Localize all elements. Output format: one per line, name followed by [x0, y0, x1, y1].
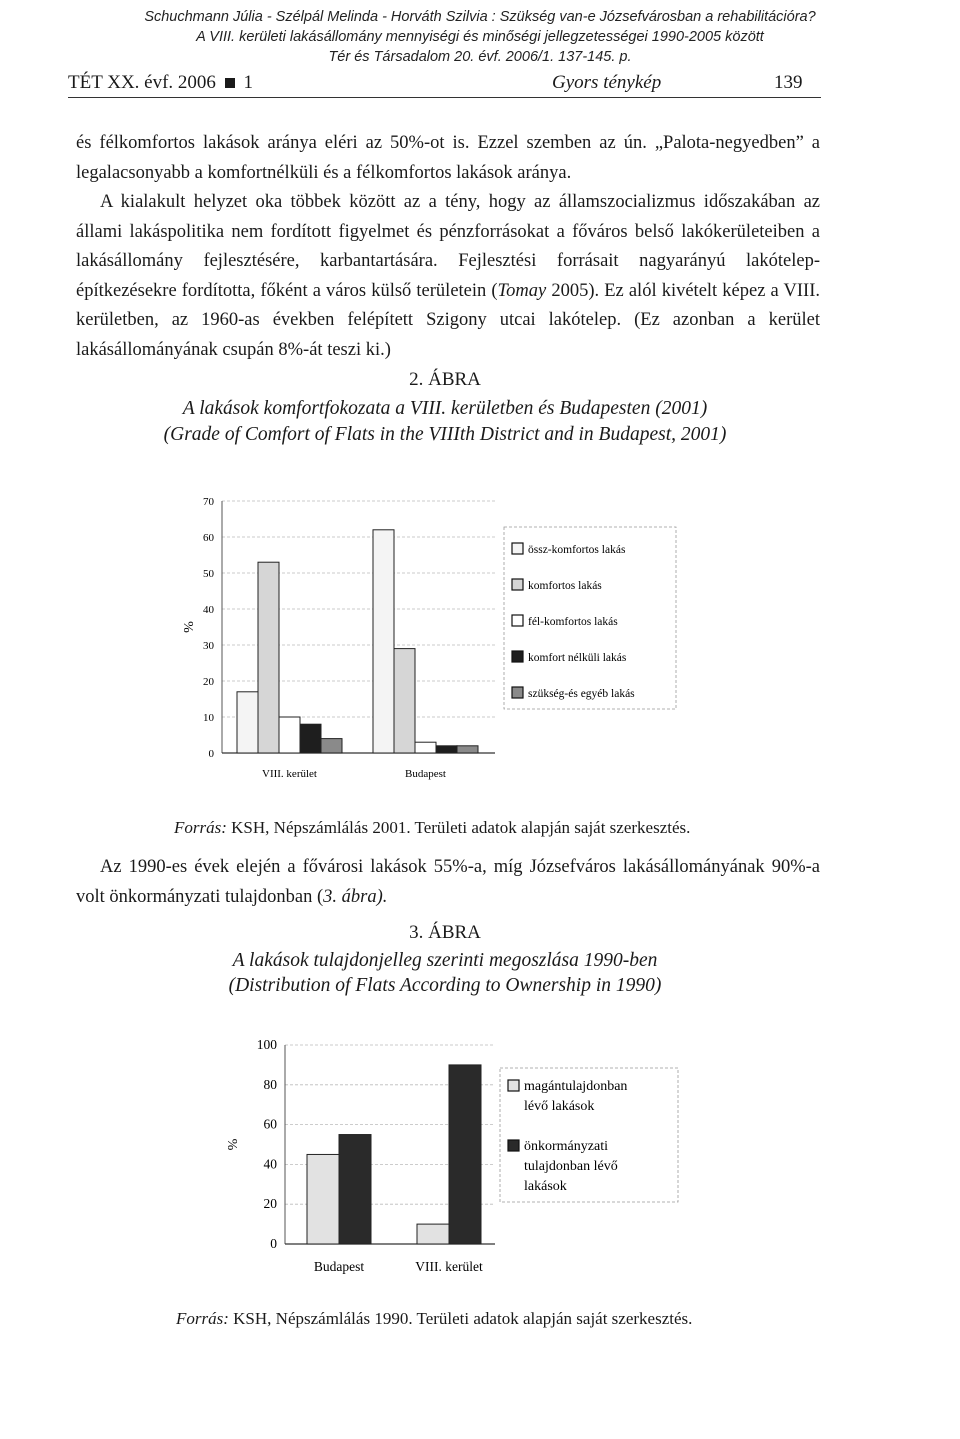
legend-label: szükség-és egyéb lakás — [528, 688, 635, 700]
legend-label: tulajdonban lévő — [524, 1159, 618, 1174]
y-tick-label: 70 — [203, 496, 214, 508]
journal-label: TÉT XX. évf. 2006 — [68, 72, 216, 93]
body-text — [76, 129, 820, 365]
legend-swatch — [508, 1140, 519, 1151]
y-tick-label: 80 — [263, 1076, 277, 1092]
legend-label: fél-komfortos lakás — [528, 616, 618, 628]
figure-2-chart — [170, 485, 690, 795]
legend-label: össz-komfortos lakás — [528, 544, 626, 556]
issue-number: 1 — [243, 72, 253, 93]
paragraph-2 — [76, 188, 820, 365]
x-category-label: Budapest — [313, 1259, 365, 1274]
bar — [449, 1065, 481, 1244]
legend-swatch — [512, 543, 523, 554]
running-head-journal — [68, 72, 253, 94]
legend-swatch — [512, 615, 523, 626]
legend-label: komfort nélküli lakás — [528, 652, 627, 664]
legend-label: lévő lakások — [524, 1099, 595, 1114]
y-tick-label: 60 — [203, 532, 214, 544]
legend-label: magántulajdonban — [524, 1079, 628, 1094]
bar — [394, 649, 415, 753]
citation-line-1: Schuchmann Júlia - Szélpál Melinda - Horváth Szilvia : Szükség van-e Józsefvárosban a rehabilitációra? — [144, 9, 816, 25]
figure-3-title-en: (Distribution of Flats According to Ownership in 1990) — [228, 975, 662, 996]
legend-label: komfortos lakás — [528, 580, 602, 592]
x-category-label: VIII. kerület — [415, 1259, 483, 1274]
y-tick-label: 40 — [263, 1156, 277, 1172]
paragraph-3-figure-ref: 3. ábra). — [323, 886, 388, 907]
legend-label: lakások — [524, 1179, 567, 1194]
body-text-2 — [76, 853, 820, 912]
legend-swatch — [512, 651, 523, 662]
y-tick-label: 30 — [203, 640, 214, 652]
paragraph-3 — [76, 853, 820, 912]
legend-swatch — [512, 579, 523, 590]
y-tick-label: 0 — [270, 1236, 277, 1251]
bar — [457, 746, 478, 753]
x-category-label: Budapest — [405, 768, 446, 780]
y-tick-label: 100 — [256, 1037, 277, 1052]
y-tick-label: 50 — [203, 568, 214, 580]
paragraph-3-text-a: Az 1990-es évek elején a fővárosi lakások 55%-a, míg Józsefváros lakásállományának 90%-a volt önkormányzati tulajdonban ( — [76, 857, 820, 907]
citation-line-2: A VIII. kerületi lakásállomány mennyiségi és minőségi jellegzetességei 1990-2005 között — [196, 29, 764, 45]
figure-2-number: 2. ÁBRA — [409, 369, 481, 390]
figure-3-source-label: Forrás: — [176, 1309, 229, 1328]
paragraph-2-citation: Tomay — [497, 280, 547, 301]
bar — [307, 1154, 339, 1244]
y-axis-label: % — [224, 1138, 239, 1151]
bar — [436, 746, 457, 753]
bar — [237, 692, 258, 753]
y-tick-label: 0 — [208, 748, 214, 760]
bar — [339, 1135, 371, 1244]
bar — [373, 530, 394, 753]
figure-2-source-text: KSH, Népszámlálás 2001. Területi adatok alapján saját szerkesztés. — [226, 818, 691, 837]
bar — [321, 739, 342, 753]
paragraph-2-text-a: A kialakult helyzet oka többek között az a tény, hogy az államszocializmus időszakában az állami lakáspolitika nem fordított figyelmet és pénzforrásokat a főváros belső lakókerületeiben a lakásállomány fejlesztésére, karbantartására. Fejlesztési forrásait nagyarányú lakótelep-építkezésekre fordította, főként a város külső területein ( — [76, 192, 820, 301]
y-tick-label: 60 — [263, 1116, 277, 1132]
y-tick-label: 20 — [203, 676, 214, 688]
paragraph-2-text-b: 2005). Ez alól kivételt képez a VIII. kerületben, az 1960-as években felépített Szigony utcai lakótelep. (Ez azonban a kerület lakásállományának csupán 8%-át teszi ki.) — [76, 280, 820, 360]
legend-swatch — [508, 1080, 519, 1091]
y-tick-label: 10 — [203, 712, 214, 724]
header-rule — [68, 97, 821, 98]
bar — [279, 717, 300, 753]
figure-3-source — [176, 1309, 692, 1329]
figure-3-title-hu: A lakások tulajdonjelleg szerinti megoszlása 1990-ben — [232, 950, 658, 971]
bar — [300, 724, 321, 753]
bar — [417, 1224, 449, 1244]
figure-3-number: 3. ÁBRA — [409, 922, 481, 943]
figure-2-title-hu: A lakások komfortfokozata a VIII. kerületben és Budapesten (2001) — [182, 398, 708, 419]
running-head-section: Gyors ténykép — [552, 72, 662, 93]
figure-2-source — [174, 818, 690, 838]
legend-label: önkormányzati — [524, 1139, 608, 1154]
x-category-label: VIII. kerület — [262, 768, 317, 780]
y-tick-label: 20 — [263, 1196, 277, 1212]
citation-line-3: Tér és Társadalom 20. évf. 2006/1. 137-145. p. — [328, 49, 632, 65]
bar — [415, 742, 436, 753]
y-axis-label: % — [180, 621, 195, 633]
issue-square-icon — [225, 78, 235, 88]
figure-3-source-text: KSH, Népszámlálás 1990. Területi adatok alapján saját szerkesztés. — [228, 1309, 693, 1328]
figure-3-chart — [190, 1030, 690, 1290]
figure-2-source-label: Forrás: — [174, 818, 227, 837]
y-tick-label: 40 — [203, 604, 214, 616]
figure-2-title-en: (Grade of Comfort of Flats in the VIIIth District and in Budapest, 2001) — [163, 424, 727, 445]
page-number: 139 — [774, 72, 803, 93]
paragraph-1: és félkomfortos lakások aránya eléri az 50%-ot is. Ezzel szemben az ún. „Palota-negyedben” a legalacsonyabb a komfortnélküli és a félkomfortos lakások aránya. — [76, 133, 820, 183]
legend-swatch — [512, 687, 523, 698]
bar — [258, 562, 279, 753]
